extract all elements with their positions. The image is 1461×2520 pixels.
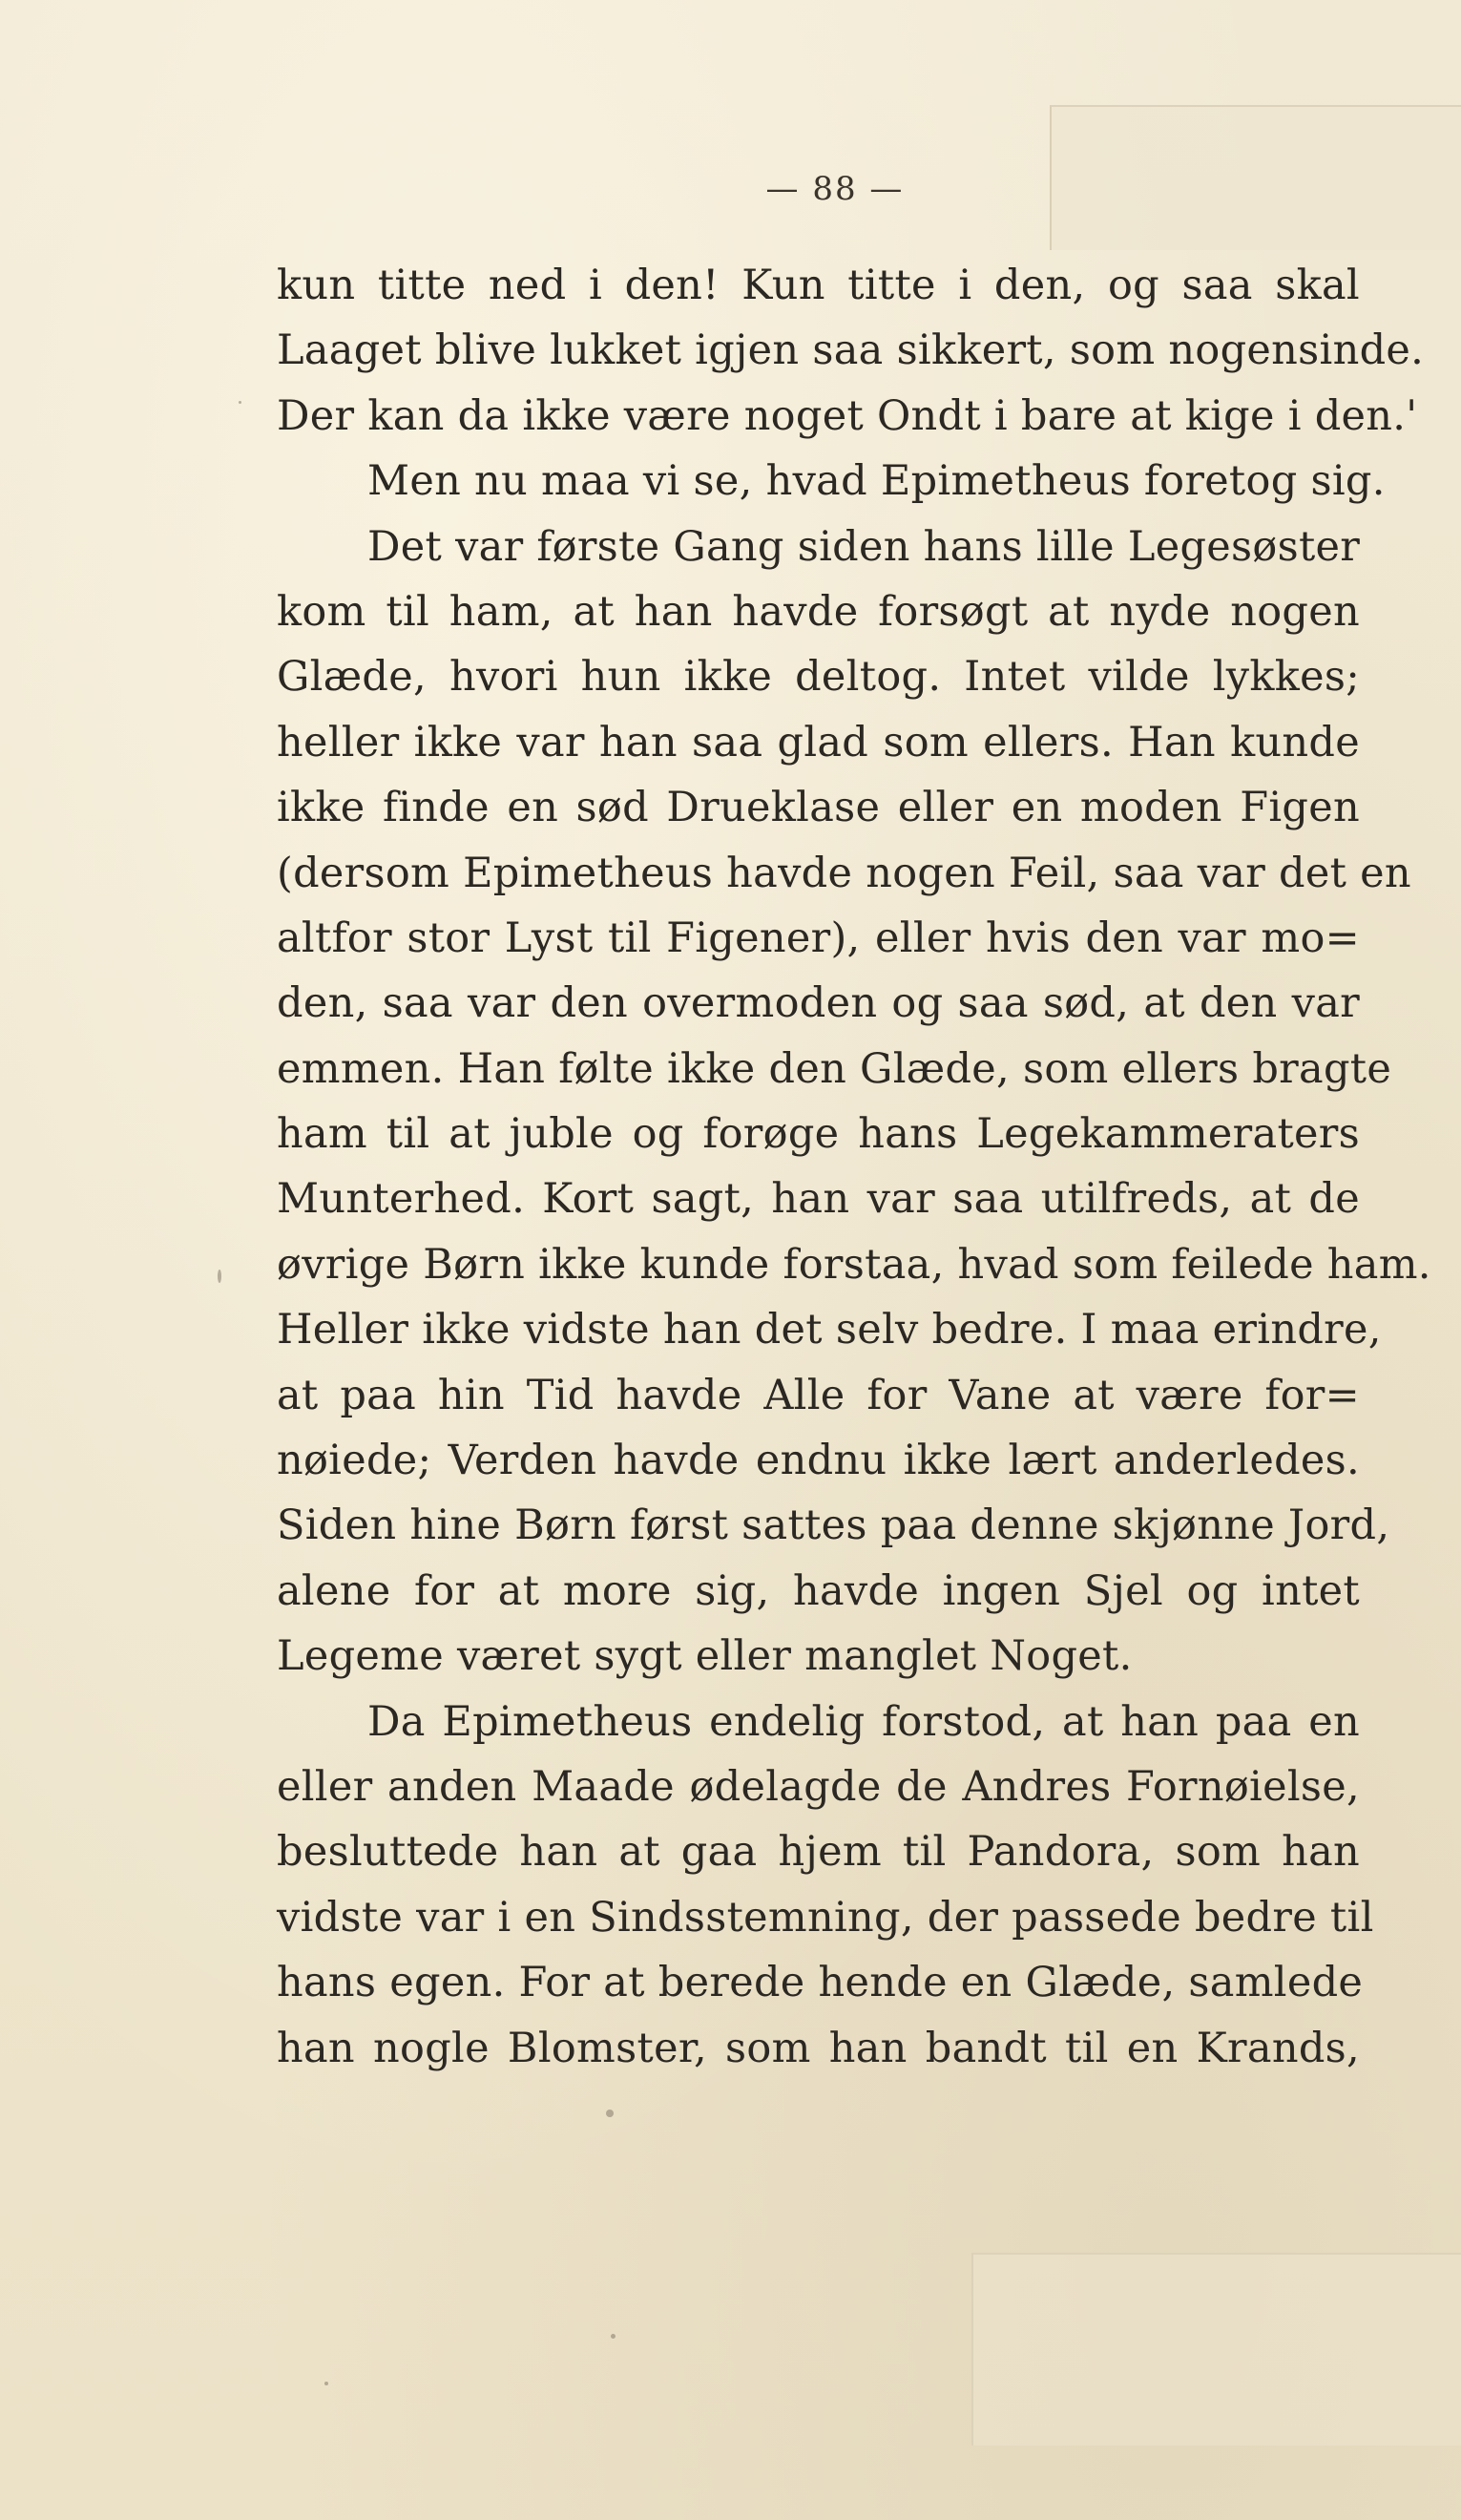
paper-edge-top: [1050, 105, 1461, 250]
text-line: ikke finde en sød Drueklase eller en moden Figen: [277, 784, 1360, 832]
text-line: kun titte ned i den! Kun titte i den, og saa skal: [277, 262, 1360, 309]
body-text: [277, 253, 1431, 2081]
text-line: nøiede; Verden havde endnu ikke lært anderledes.: [277, 1437, 1360, 1485]
text-line: Det var første Gang siden hans lille Legesøster: [367, 522, 1361, 571]
text-line: den, saa var den overmoden og saa sød, at den var: [277, 979, 1360, 1028]
paper-speck: [239, 401, 241, 404]
text-line: kom til ham, at han havde forsøgt at nyde nogen: [277, 587, 1360, 636]
text-line: (dersom Epimetheus havde nogen Feil, saa var det en: [277, 849, 1411, 897]
paper-speck: [611, 2334, 616, 2339]
text-line: hans egen. For at berede hende en Glæde, samlede: [277, 1959, 1364, 2007]
text-line: heller ikke var han saa glad som ellers. Han kunde: [277, 718, 1360, 766]
text-line: Heller ikke vidste han det selv bedre. I maa erindre,: [277, 1306, 1382, 1354]
text-line: Legeme været sygt eller manglet Noget.: [277, 1632, 1133, 1681]
text-line: Der kan da ikke være noget Ondt i bare at kige i den.': [277, 391, 1418, 440]
text-line: Siden hine Børn først sattes paa denne skjønne Jord,: [277, 1502, 1390, 1550]
text-line: Da Epimetheus endelig forstod, at han paa en: [367, 1697, 1360, 1746]
text-line: eller anden Maade ødelagde de Andres Fornøielse,: [277, 1762, 1360, 1811]
text-line: Laaget blive lukket igjen saa sikkert, som nogensinde.: [277, 326, 1425, 375]
text-line: øvrige Børn ikke kunde forstaa, hvad som feilede ham.: [277, 1240, 1431, 1289]
text-line: Munterhed. Kort sagt, han var saa utilfreds, at de: [277, 1175, 1360, 1224]
text-line: altfor stor Lyst til Figener), eller hvis den var mo=: [277, 914, 1360, 962]
paper-speck: [218, 1270, 221, 1283]
text-line: besluttede han at gaa hjem til Pandora, som han: [277, 1828, 1360, 1877]
text-line: emmen. Han følte ikke den Glæde, som ellers bragte: [277, 1044, 1392, 1093]
paper-speck: [606, 2110, 614, 2117]
text-line: Men nu maa vi se, hvad Epimetheus foretog sig.: [367, 457, 1386, 506]
text-line: alene for at more sig, havde ingen Sjel og intet: [277, 1566, 1360, 1615]
paper-edge-bottom: [971, 2253, 1461, 2446]
text-line: ham til at juble og forøge hans Legekammeraters: [277, 1110, 1360, 1159]
text-line: Glæde, hvori hun ikke deltog. Intet vilde lykkes;: [277, 653, 1360, 702]
text-line: at paa hin Tid havde Alle for Vane at være for=: [277, 1371, 1360, 1419]
page-number: — 88 —: [765, 170, 905, 208]
text-line: vidste var i en Sindsstemning, der passede bedre til: [277, 1893, 1374, 1942]
text-line: han nogle Blomster, som han bandt til en Krands,: [277, 2024, 1360, 2072]
paper-speck: [324, 2382, 328, 2385]
